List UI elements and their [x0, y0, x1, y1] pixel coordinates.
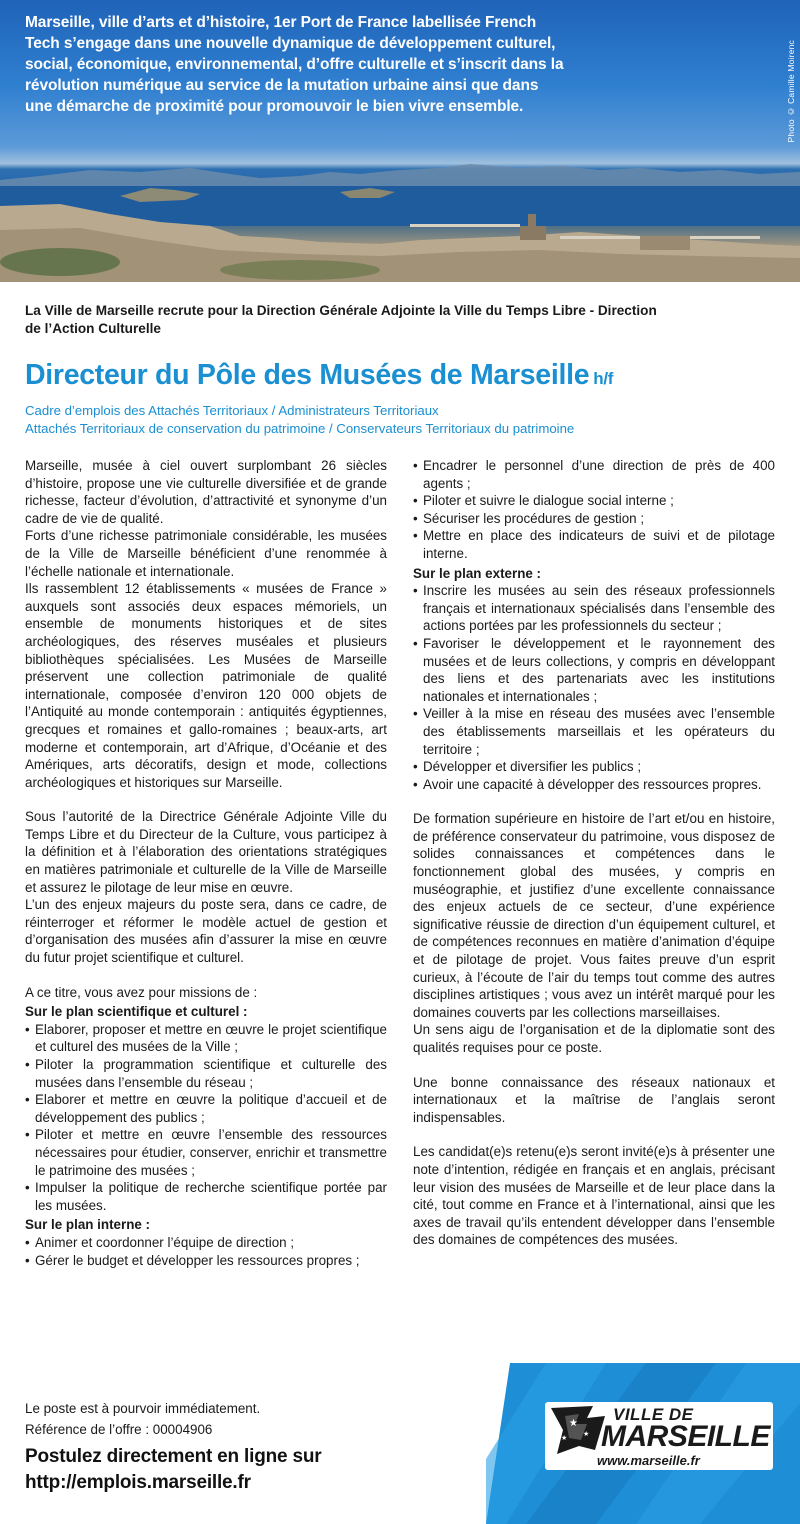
- offer-reference: Référence de l’offre : 00004906: [25, 1422, 213, 1437]
- photo-credit: Photo © Camille Moirenc: [786, 40, 796, 143]
- external-mission-list: [413, 582, 775, 793]
- svg-text:★: ★: [583, 1430, 590, 1438]
- paragraph: Ils rassemblent 12 établissements « musées de France » auxquels sont associés deux espaces mémoriels, un ensemble de monuments historiques et de sites archéologiques, des réserves muséales et plusieurs bibliothèques spécialisées. Les Musées de Marseille préservent une collection patrimoniale de qualité internationale, composée d’environ 120 000 objets de l’Antiquité au monde contemporain : antiquités égyptiennes, grecques et romaines et gallo-romaines ; beaux-arts, art moderne et contemporain, art d’Afrique, d’Océanie et des Amériques, arts décoratifs, design et mode, collections archéologiques et historiques sur Marseille.: [25, 581, 387, 790]
- list-item: • Développer et diversifier les publics ;: [413, 758, 775, 776]
- section-heading-external: Sur le plan externe :: [413, 565, 541, 581]
- city-emblem-icon: [549, 1404, 609, 1456]
- paragraph: L’un des enjeux majeurs du poste sera, dans ce cadre, de réinterroger et réformer le modèle actuel de gestion et d’organisation des musées afin d’assurer la mise en œuvre du futur projet scientifique et culturel.: [25, 897, 387, 966]
- intro-text: Marseille, ville d’arts et d’histoire, 1er Port de France labellisée French Tech s’engage dans une nouvelle dynamique de développement culturel, social, économique, environnemental, d’offre culturelle et s’inscrit dans la révolution numérique au service de la mutation urbaine ainsi que dans une démarche de proximité pour promouvoir le bien vivre ensemble.: [25, 14, 564, 115]
- list-item: • Piloter et mettre en œuvre l’ensemble des ressources nécessaires pour étudier, conserver, enrichir et transmettre le patrimoine des musées ;: [25, 1126, 387, 1179]
- internal-mission-list: [25, 1234, 387, 1269]
- list-item: • Favoriser le développement et le rayonnement des musées et de leurs collections, y compris en développant des liens et des partenariats avec les institutions nationales et internationales ;: [413, 635, 775, 705]
- job-grades: [25, 402, 725, 438]
- left-column: [25, 457, 387, 1269]
- paragraph: Une bonne connaissance des réseaux nationaux et internationaux et la maîtrise de l’anglais seront indispensables.: [413, 1074, 775, 1125]
- list-item: • Animer et coordonner l’équipe de direction ;: [25, 1234, 387, 1252]
- list-item: • Piloter et suivre le dialogue social interne ;: [413, 492, 775, 510]
- grade-line: Cadre d’emplois des Attachés Territoriaux / Administrateurs Territoriaux: [25, 403, 439, 418]
- paragraph: De formation supérieure en histoire de l’art et/ou en histoire, de préférence conservateur du patrimoine, vous disposez de solides connaissances et compétences dans le fonctionnement global des musées, y compris en muséographie, et justifiez d’une excellente connaissance des enjeux actuels de ce secteur, d’une expérience significative réussie de direction d’un équipement culturel, et de compétences reconnues en matière d’animation d’équipe et de pilotage de projet. Vous faites preuve d’un esprit curieux, à l’écoute de l’air du temps tout comme des autres disciplines artistiques ; vous avez un intérêt marqué pour les domaines couverts par les collections marseillaises.: [413, 811, 775, 1020]
- list-item: • Elaborer, proposer et mettre en œuvre le projet scientifique et culturel des musées de la Ville ;: [25, 1021, 387, 1056]
- availability-text: Le poste est à pourvoir immédiatement.: [25, 1401, 261, 1416]
- job-title-text: Directeur du Pôle des Musées de Marseille: [25, 359, 590, 391]
- scientific-mission-list: [25, 1021, 387, 1215]
- paragraph: Sous l’autorité de la Directrice Générale Adjointe Ville du Temps Libre et du Directeur de la Culture, vous participez à la définition et à l’élaboration des orientations stratégiques en matières patrimoniale et culturelle de la Ville de Marseille et assurez le pilotage de leur mise en œuvre.: [25, 809, 387, 895]
- header-banner: [0, 0, 800, 282]
- footer-info: [25, 1398, 445, 1440]
- ville-de-marseille-logo[interactable]: [545, 1402, 773, 1470]
- right-column: [413, 457, 775, 1249]
- job-title: [25, 358, 613, 396]
- internal-mission-list-continued: [413, 457, 775, 563]
- missions-intro: A ce titre, vous avez pour missions de :: [25, 984, 258, 1000]
- list-item: • Veiller à la mise en réseau des musées avec l’ensemble des établissements marseillais et les opérateurs du territoire ;: [413, 705, 775, 758]
- list-item: • Piloter la programmation scientifique et culturelle des musées dans l’ensemble du réseau ;: [25, 1056, 387, 1091]
- paragraph: Un sens aigu de l’organisation et de la diplomatie sont des qualités requises pour ce poste.: [413, 1022, 775, 1055]
- apply-call-to-action: [25, 1444, 321, 1496]
- section-heading-scientific: Sur le plan scientifique et culturel :: [25, 1004, 248, 1020]
- logo-ville-de: VILLE DE: [613, 1405, 694, 1424]
- list-item: • Impulser la politique de recherche scientifique portée par les musées.: [25, 1179, 387, 1214]
- svg-text:★: ★: [569, 1418, 578, 1429]
- grade-line: Attachés Territoriaux de conservation du patrimoine / Conservateurs Territoriaux du patrimoine: [25, 421, 575, 436]
- svg-text:★: ★: [561, 1434, 568, 1442]
- section-heading-internal: Sur le plan interne :: [25, 1217, 151, 1233]
- logo-url: www.marseille.fr: [597, 1453, 700, 1468]
- logo-marseille: MARSEILLE: [601, 1420, 770, 1453]
- list-item: • Inscrire les musées au sein des réseaux professionnels français et internationaux spécialisés dans l’ensemble des actions portées par les professionnels du secteur ;: [413, 582, 775, 635]
- list-item: • Sécuriser les procédures de gestion ;: [413, 510, 775, 528]
- apply-text: Postulez directement en ligne sur: [25, 1446, 322, 1467]
- list-item: • Elaborer et mettre en œuvre la politique d’accueil et de développement des publics ;: [25, 1091, 387, 1126]
- paragraph: Marseille, musée à ciel ouvert surplombant 26 siècles d’histoire, propose une vie culturelle diversifiée et de grande richesse, facteur d’évolution, d’attractivité et synonyme d’un cadre de vie de qualité.: [25, 458, 387, 526]
- recruiter-line: La Ville de Marseille recrute pour la Direction Générale Adjointe la Ville du Temps Libre - Direction de l’Action Culturelle: [25, 303, 657, 336]
- list-item: • Avoir une capacité à développer des ressources propres.: [413, 776, 775, 794]
- paragraph: Les candidat(e)s retenu(e)s seront invité(e)s à présenter une note d’intention, rédigée en français et en anglais, précisant leur vision des musées de Marseille et de leur place dans la cité, tout comme en France et à l’international, ainsi que les axes de travail qu’ils entendent développer dans l’ensemble des domaines de compétences des musées.: [413, 1144, 775, 1248]
- list-item: • Encadrer le personnel d’une direction de près de 400 agents ;: [413, 457, 775, 492]
- list-item: • Mettre en place des indicateurs de suivi et de pilotage interne.: [413, 527, 775, 562]
- paragraph: Forts d’une richesse patrimoniale considérable, les musées de la Ville de Marseille bénéficient d’une renommée à l’échelle nationale et internationale.: [25, 528, 387, 579]
- list-item: • Gérer le budget et développer les ressources propres ;: [25, 1252, 387, 1270]
- job-title-suffix: h/f: [593, 369, 614, 388]
- apply-link[interactable]: http://emplois.marseille.fr: [25, 1472, 251, 1493]
